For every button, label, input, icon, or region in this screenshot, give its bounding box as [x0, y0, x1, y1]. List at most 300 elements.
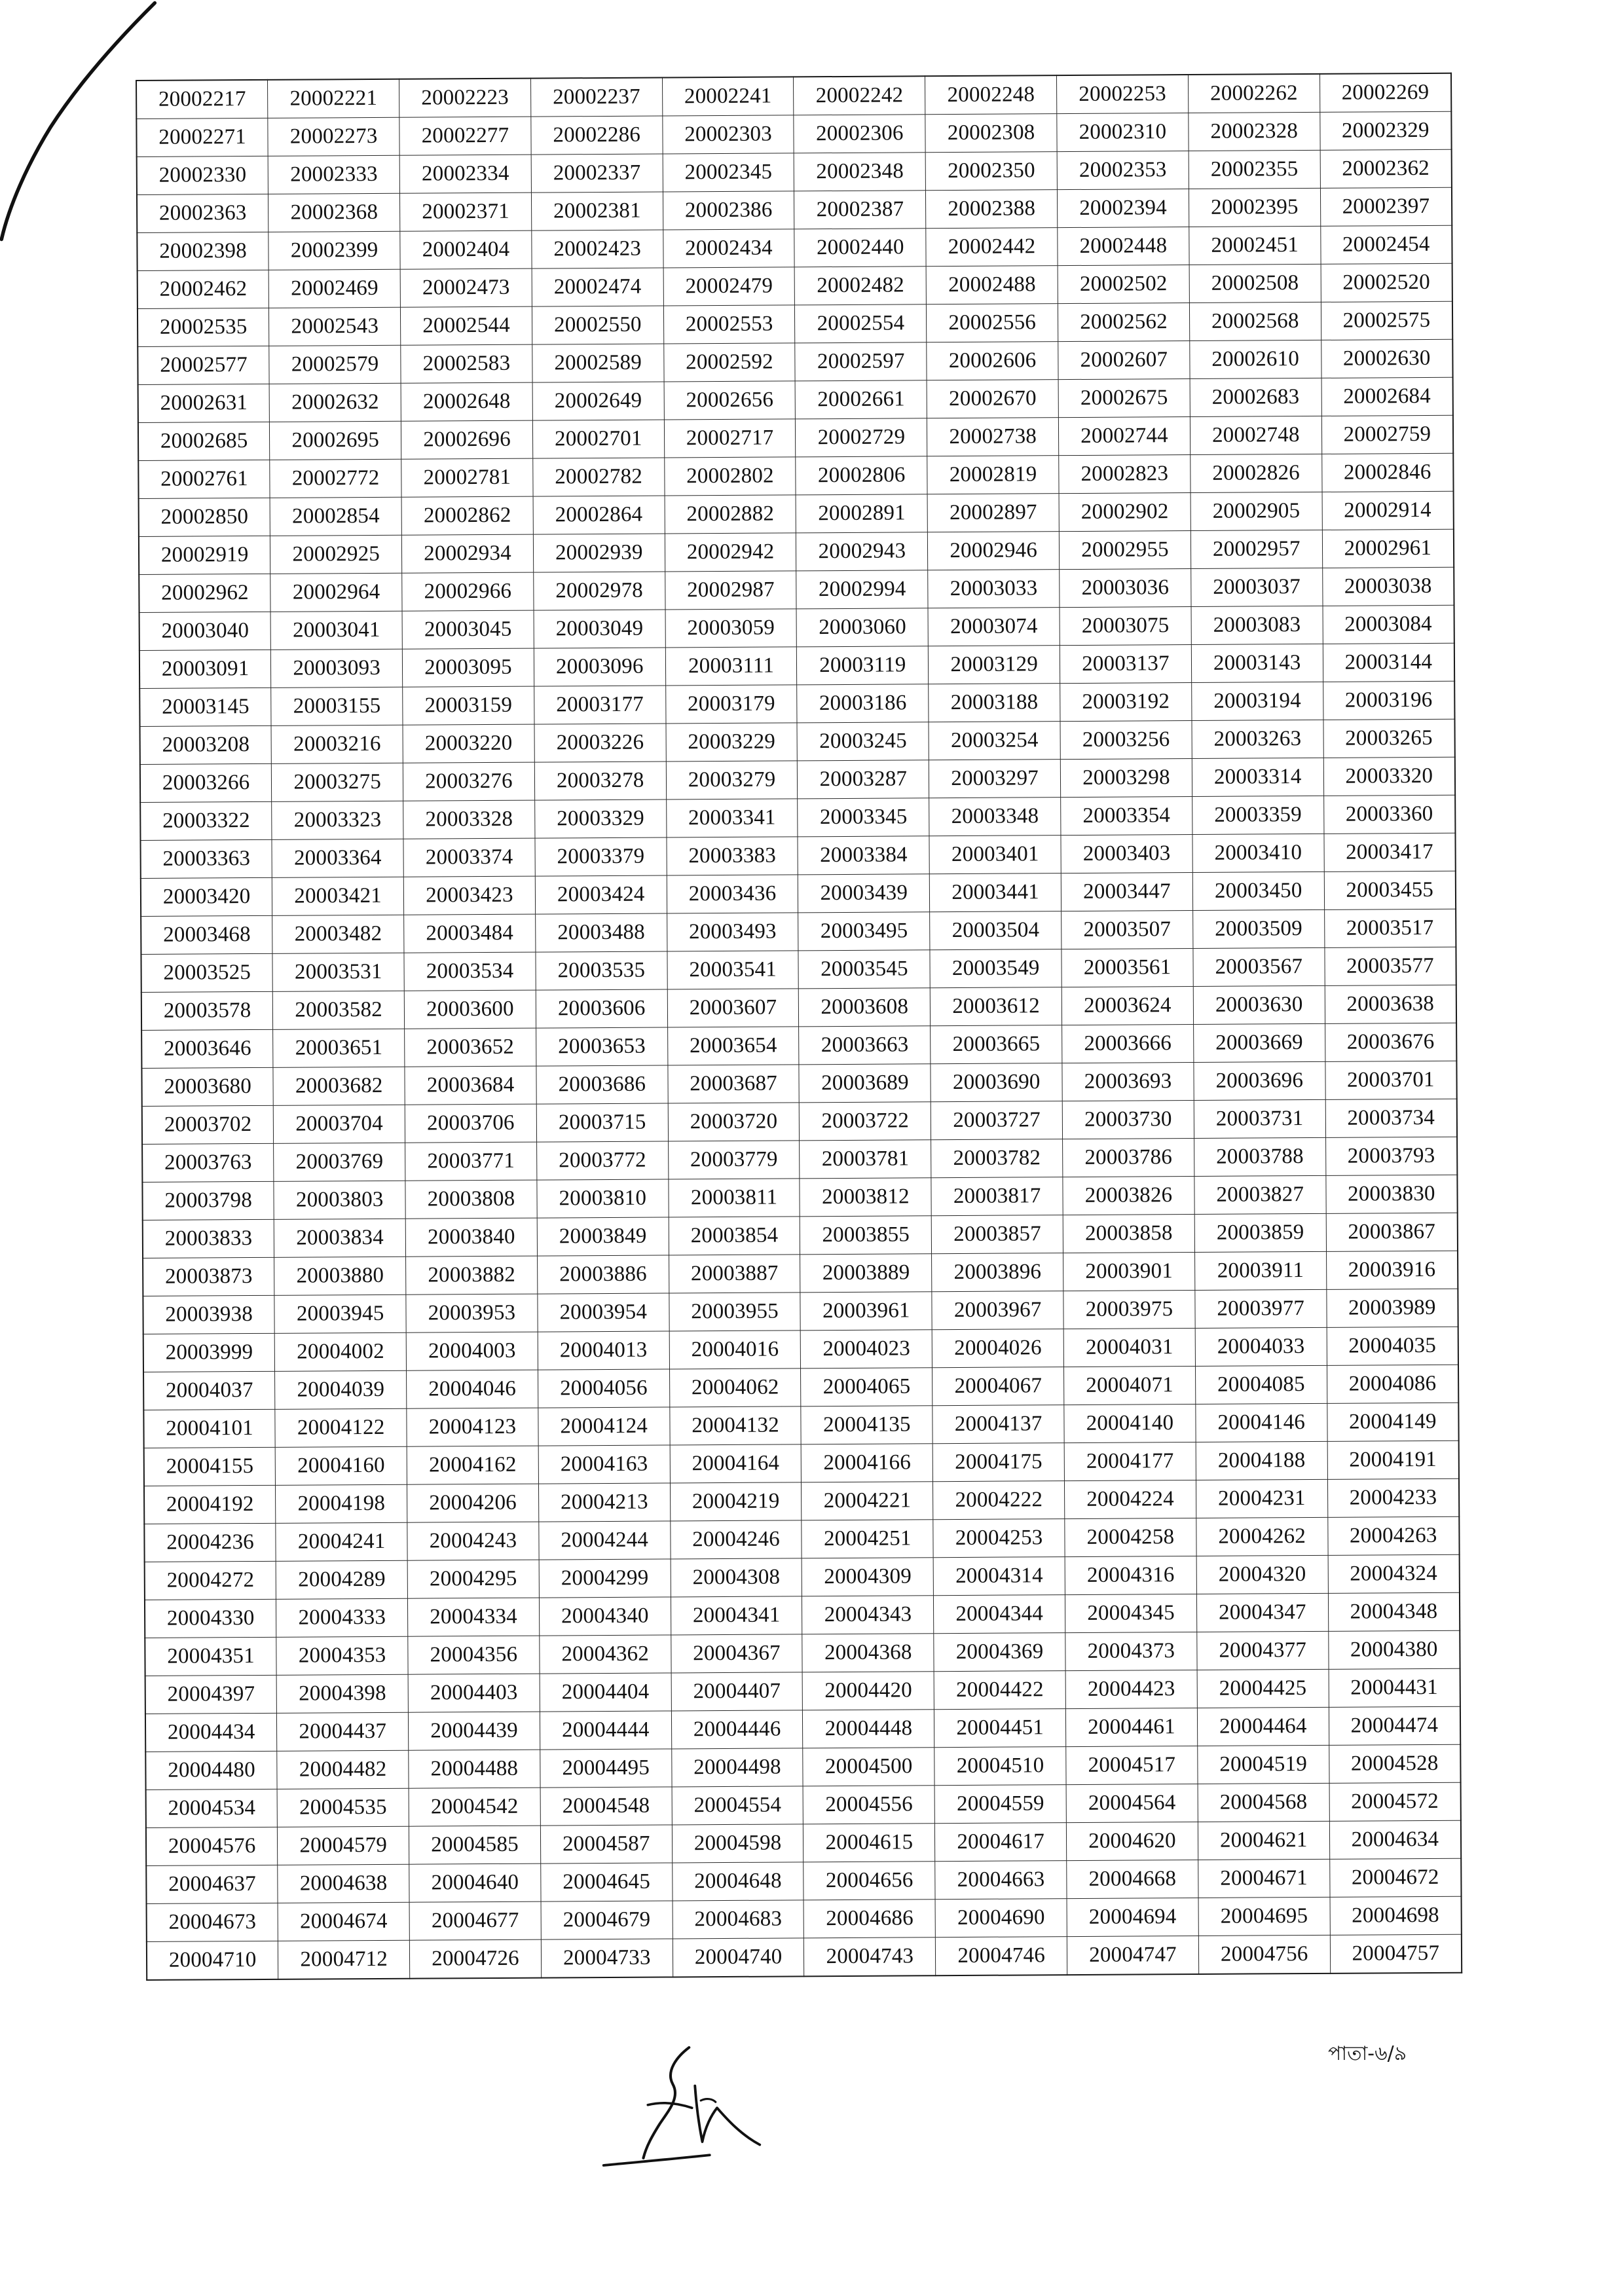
roll-number-cell: 20004213 — [538, 1483, 670, 1522]
roll-number-cell: 20004422 — [934, 1671, 1065, 1710]
roll-number-cell: 20003059 — [665, 609, 797, 648]
roll-number-cell: 20002535 — [138, 308, 269, 346]
roll-number-cell: 20004677 — [409, 1901, 541, 1940]
roll-number-cell: 20004231 — [1196, 1479, 1327, 1518]
roll-number-cell: 20002451 — [1189, 226, 1321, 265]
roll-number-cell: 20004166 — [802, 1444, 933, 1482]
roll-number-cell: 20004263 — [1327, 1516, 1459, 1555]
roll-number-cell: 20004756 — [1198, 1935, 1330, 1974]
roll-number-cell: 20003220 — [403, 724, 534, 763]
roll-number-cell: 20002440 — [794, 229, 926, 267]
roll-number-cell: 20004155 — [144, 1447, 276, 1486]
roll-number-cell: 20004620 — [1066, 1822, 1198, 1860]
roll-number-cell: 20002345 — [663, 153, 794, 192]
roll-number-cell: 20003561 — [1061, 949, 1193, 987]
roll-number-cell: 20003420 — [141, 877, 272, 916]
roll-number-cell: 20003424 — [535, 875, 667, 914]
roll-number-cell: 20002388 — [926, 190, 1058, 229]
roll-number-cell: 20003938 — [143, 1295, 274, 1334]
roll-number-cell: 20003279 — [666, 761, 798, 799]
roll-number-cell: 20002761 — [138, 460, 270, 498]
roll-number-cell: 20003534 — [404, 952, 536, 991]
roll-number-cell: 20004448 — [803, 1710, 934, 1748]
roll-number-cell: 20004617 — [935, 1823, 1067, 1862]
roll-number-cell: 20004188 — [1196, 1441, 1327, 1480]
roll-number-cell: 20003254 — [929, 722, 1060, 760]
roll-number-cell: 20003507 — [1061, 911, 1193, 949]
roll-number-cell: 20004548 — [540, 1787, 672, 1826]
roll-number-cell: 20002946 — [928, 532, 1060, 570]
roll-number-cell: 20004420 — [803, 1672, 934, 1710]
roll-number-cell: 20002221 — [268, 79, 399, 119]
roll-number-cell: 20003577 — [1325, 947, 1456, 985]
roll-number-cell: 20004740 — [673, 1938, 804, 1977]
roll-number-cell: 20003859 — [1194, 1213, 1326, 1252]
roll-number-cell: 20004002 — [274, 1332, 406, 1371]
roll-number-cell: 20003041 — [270, 611, 402, 650]
roll-number-cell: 20002253 — [1057, 75, 1189, 114]
roll-number-cell: 20003186 — [797, 684, 929, 723]
roll-number-cell: 20002277 — [399, 117, 531, 155]
roll-number-cell: 20002846 — [1321, 453, 1453, 492]
roll-number-cell: 20002897 — [927, 494, 1059, 532]
roll-number-cell: 20004251 — [802, 1520, 933, 1558]
roll-number-cell: 20003793 — [1325, 1137, 1457, 1175]
roll-number-cell: 20003612 — [931, 987, 1062, 1026]
roll-number-cell: 20004348 — [1328, 1592, 1460, 1631]
roll-number-cell: 20004340 — [539, 1597, 671, 1636]
roll-number-cell: 20004559 — [934, 1785, 1066, 1824]
roll-number-cell: 20003811 — [669, 1179, 800, 1217]
roll-number-cell: 20002955 — [1059, 531, 1190, 570]
roll-number-cell: 20002353 — [1057, 151, 1189, 190]
roll-number-cell: 20004576 — [146, 1827, 278, 1865]
roll-number-cell: 20003882 — [406, 1256, 538, 1294]
roll-number-cell: 20003896 — [932, 1253, 1063, 1292]
roll-number-cell: 20004246 — [670, 1520, 802, 1559]
roll-number-cell: 20004423 — [1065, 1670, 1197, 1708]
roll-number-cell: 20003686 — [536, 1065, 668, 1104]
roll-number-cell: 20004451 — [934, 1709, 1066, 1748]
roll-number-table-container — [136, 73, 1462, 1981]
roll-number-cell: 20002223 — [399, 79, 531, 118]
roll-number-cell: 20003977 — [1195, 1289, 1327, 1328]
roll-number-cell: 20003341 — [666, 799, 798, 837]
roll-number-cell: 20004534 — [146, 1789, 278, 1827]
roll-number-cell: 20003781 — [800, 1140, 931, 1179]
roll-number-cell: 20002368 — [268, 193, 400, 232]
roll-number-cell: 20002469 — [268, 269, 400, 308]
roll-number-cell: 20003911 — [1194, 1251, 1326, 1290]
roll-number-cell: 20002217 — [136, 80, 268, 119]
roll-number-cell: 20003545 — [798, 950, 930, 989]
roll-number-cell: 20002387 — [794, 191, 926, 229]
roll-number-cell: 20003834 — [274, 1219, 406, 1257]
signature-stroke — [604, 2155, 710, 2165]
roll-number-cell: 20002934 — [401, 534, 533, 573]
roll-number-cell: 20004062 — [669, 1368, 801, 1407]
roll-number-cell: 20004013 — [538, 1331, 669, 1370]
roll-number-cell: 20002717 — [664, 419, 796, 458]
roll-number-cell: 20004345 — [1065, 1594, 1197, 1632]
roll-number-cell: 20003447 — [1061, 873, 1192, 911]
table-row — [147, 1934, 1462, 1980]
roll-number-cell: 20003769 — [274, 1143, 405, 1181]
roll-number-cell: 20004407 — [671, 1672, 803, 1711]
roll-number-cell: 20002850 — [139, 498, 270, 536]
roll-number-cell: 20002882 — [665, 495, 796, 534]
roll-number-cell: 20003074 — [928, 608, 1060, 646]
roll-number-cell: 20002271 — [136, 118, 268, 156]
roll-number-cell: 20003858 — [1063, 1214, 1194, 1253]
roll-number-cell: 20002371 — [400, 193, 532, 231]
roll-number-cell: 20004221 — [802, 1482, 933, 1520]
roll-number-cell: 20002819 — [927, 456, 1059, 494]
roll-number-cell: 20004674 — [278, 1902, 409, 1941]
roll-number-cell: 20003689 — [799, 1064, 931, 1103]
roll-number-cell: 20003216 — [271, 725, 403, 763]
roll-number-cell: 20004461 — [1065, 1708, 1197, 1746]
roll-number-cell: 20003887 — [669, 1255, 800, 1293]
roll-number-cell: 20003955 — [669, 1293, 801, 1331]
roll-number-cell: 20003873 — [143, 1257, 274, 1296]
roll-number-cell: 20003276 — [403, 762, 534, 801]
roll-number-cell: 20003179 — [665, 685, 797, 724]
roll-number-cell: 20004431 — [1329, 1668, 1460, 1707]
roll-number-cell: 20002362 — [1320, 149, 1452, 188]
roll-number-cell: 20004140 — [1064, 1404, 1196, 1442]
roll-number-cell: 20004320 — [1196, 1555, 1328, 1594]
roll-number-cell: 20002350 — [925, 152, 1057, 191]
roll-number-cell: 20003734 — [1325, 1099, 1457, 1137]
roll-number-cell: 20003535 — [536, 951, 667, 990]
roll-number-cell: 20004656 — [803, 1862, 935, 1900]
roll-number-cell: 20004146 — [1196, 1403, 1327, 1442]
roll-number-cell: 20003143 — [1191, 644, 1323, 682]
roll-number-cell: 20002273 — [268, 117, 399, 156]
roll-number-cell: 20002423 — [532, 230, 663, 268]
roll-number-cell: 20003886 — [537, 1255, 669, 1294]
roll-number-cell: 20002919 — [139, 536, 270, 574]
roll-number-cell: 20002462 — [138, 270, 269, 308]
roll-number-cell: 20002701 — [532, 420, 664, 458]
roll-number-cell: 20003450 — [1192, 872, 1324, 910]
roll-number-cell: 20004672 — [1329, 1858, 1461, 1897]
roll-number-cell: 20004056 — [538, 1369, 669, 1408]
roll-number-cell: 20004206 — [407, 1484, 539, 1522]
signature-mark — [589, 2042, 786, 2189]
roll-number-cell: 20002329 — [1320, 111, 1451, 150]
roll-number-cell: 20004334 — [408, 1598, 540, 1636]
roll-number-cell: 20002241 — [662, 77, 794, 116]
roll-number-cell: 20003680 — [141, 1067, 273, 1106]
roll-number-cell: 20004377 — [1197, 1631, 1329, 1670]
roll-number-cell: 20003961 — [800, 1292, 932, 1331]
roll-number-cell: 20004648 — [672, 1862, 803, 1901]
roll-number-cell: 20004668 — [1067, 1860, 1198, 1898]
roll-number-cell: 20003720 — [668, 1103, 800, 1141]
roll-number-cell: 20003782 — [931, 1139, 1063, 1178]
roll-number-cell: 20004510 — [934, 1747, 1066, 1786]
roll-number-cell: 20002589 — [532, 344, 664, 382]
roll-number-cell: 20003256 — [1060, 721, 1192, 760]
roll-number-cell: 20004517 — [1066, 1746, 1198, 1784]
roll-number-cell: 20003083 — [1191, 606, 1323, 644]
roll-number-cell: 20003541 — [667, 951, 799, 989]
roll-number-cell: 20002744 — [1058, 417, 1190, 456]
roll-number-cell: 20002397 — [1320, 187, 1452, 226]
roll-number-cell: 20003722 — [800, 1102, 931, 1141]
roll-number-cell: 20004673 — [147, 1903, 278, 1941]
roll-number-cell: 20004464 — [1197, 1707, 1329, 1746]
roll-number-cell: 20003383 — [667, 837, 798, 875]
roll-number-cell: 20004367 — [671, 1634, 802, 1673]
roll-number-cell: 20002759 — [1321, 415, 1453, 454]
roll-number-cell: 20003967 — [932, 1291, 1063, 1330]
roll-number-cell: 20004123 — [407, 1408, 538, 1446]
roll-number-cell: 20002348 — [794, 153, 926, 191]
roll-number-cell: 20003359 — [1192, 796, 1324, 834]
roll-number-cell: 20004137 — [932, 1405, 1064, 1444]
roll-number-cell: 20002854 — [270, 497, 401, 536]
roll-number-cell: 20004160 — [275, 1446, 407, 1485]
roll-number-cell: 20003096 — [534, 648, 665, 686]
roll-number-cell: 20003582 — [273, 991, 405, 1029]
roll-number-cell: 20002482 — [795, 266, 927, 305]
roll-number-cell: 20003999 — [143, 1333, 275, 1372]
roll-number-cell: 20002394 — [1058, 189, 1189, 228]
roll-number-cell: 20003297 — [929, 760, 1061, 798]
roll-number-table-body — [136, 73, 1462, 1980]
roll-number-cell: 20002630 — [1321, 339, 1452, 378]
roll-number-cell: 20002802 — [664, 457, 796, 496]
roll-number-cell: 20004175 — [932, 1443, 1064, 1482]
roll-number-cell: 20003159 — [403, 686, 534, 725]
roll-number-cell: 20004308 — [671, 1558, 802, 1597]
roll-number-cell: 20004446 — [671, 1710, 803, 1749]
roll-number-cell: 20003354 — [1061, 797, 1192, 835]
roll-number-cell: 20002488 — [926, 266, 1058, 304]
roll-number-cell: 20003830 — [1326, 1175, 1458, 1213]
roll-number-cell: 20004135 — [801, 1406, 932, 1444]
roll-number-cell: 20003322 — [140, 801, 272, 840]
roll-number-cell: 20003384 — [798, 836, 929, 875]
roll-number-cell: 20004309 — [802, 1558, 934, 1596]
roll-number-cell: 20004373 — [1065, 1632, 1197, 1670]
roll-number-cell: 20003854 — [669, 1217, 800, 1255]
roll-number-cell: 20002914 — [1322, 491, 1454, 530]
roll-number-cell: 20004425 — [1197, 1669, 1329, 1708]
roll-number-cell: 20002386 — [663, 191, 794, 230]
roll-number-cell: 20002987 — [665, 571, 796, 610]
roll-number-cell: 20003669 — [1193, 1023, 1325, 1062]
roll-number-cell: 20004474 — [1329, 1706, 1460, 1745]
roll-number-cell: 20003826 — [1063, 1176, 1194, 1215]
roll-number-cell: 20003763 — [142, 1143, 274, 1182]
roll-number-cell: 20002398 — [137, 232, 268, 270]
roll-number-cell: 20002434 — [663, 229, 794, 268]
roll-number-cell: 20003727 — [931, 1101, 1063, 1140]
roll-number-cell: 20004071 — [1064, 1366, 1196, 1405]
roll-number-cell: 20003954 — [538, 1293, 669, 1332]
roll-number-cell: 20004746 — [936, 1937, 1067, 1976]
roll-number-cell: 20003060 — [797, 608, 929, 647]
roll-number-cell: 20004743 — [804, 1937, 936, 1977]
roll-number-cell: 20004191 — [1327, 1441, 1459, 1479]
roll-number-cell: 20004621 — [1198, 1821, 1329, 1860]
roll-number-cell: 20004640 — [409, 1864, 541, 1902]
roll-number-cell: 20003265 — [1323, 719, 1455, 758]
roll-number-cell: 20002823 — [1059, 455, 1190, 494]
roll-number-cell: 20002610 — [1190, 340, 1321, 378]
roll-number-cell: 20003772 — [536, 1141, 668, 1180]
roll-number-cell: 20003702 — [142, 1105, 274, 1144]
roll-number-cell: 20002649 — [532, 382, 664, 420]
roll-number-cell: 20003696 — [1194, 1061, 1325, 1100]
roll-number-cell: 20002303 — [663, 115, 794, 154]
roll-number-table — [136, 73, 1462, 1981]
roll-number-cell: 20003482 — [272, 915, 404, 953]
roll-number-cell: 20003229 — [666, 723, 798, 762]
roll-number-cell: 20004241 — [276, 1522, 407, 1561]
roll-number-cell: 20003263 — [1192, 720, 1323, 758]
roll-number-cell: 20002337 — [531, 154, 663, 193]
roll-number-cell: 20004289 — [276, 1560, 407, 1599]
roll-number-cell: 20003676 — [1325, 1023, 1456, 1061]
roll-number-cell: 20003771 — [405, 1142, 537, 1181]
roll-number-cell: 20004351 — [145, 1637, 276, 1676]
roll-number-cell: 20003049 — [534, 610, 665, 648]
roll-number-cell: 20004695 — [1198, 1897, 1330, 1936]
roll-number-cell: 20003287 — [798, 760, 929, 799]
roll-number-cell: 20002448 — [1058, 227, 1189, 266]
roll-number-cell: 20004353 — [276, 1636, 408, 1675]
roll-number-cell: 20003817 — [931, 1177, 1063, 1216]
roll-number-cell: 20002242 — [794, 76, 925, 115]
roll-number-cell: 20002562 — [1058, 303, 1190, 342]
roll-number-cell: 20003323 — [272, 801, 403, 839]
roll-number-cell: 20003953 — [406, 1294, 538, 1332]
roll-number-cell: 20004564 — [1066, 1784, 1198, 1822]
roll-number-cell: 20003840 — [405, 1218, 537, 1257]
roll-number-cell: 20004495 — [540, 1749, 672, 1788]
roll-number-cell: 20002781 — [401, 458, 533, 497]
roll-number-cell: 20002656 — [664, 381, 796, 420]
roll-number-cell: 20004710 — [147, 1941, 278, 1980]
roll-number-cell: 20002632 — [269, 383, 401, 422]
roll-number-cell: 20003374 — [403, 838, 535, 877]
roll-number-cell: 20002310 — [1057, 113, 1189, 152]
roll-number-cell: 20003328 — [403, 800, 535, 839]
roll-number-cell: 20004556 — [803, 1786, 935, 1824]
roll-number-cell: 20004324 — [1328, 1554, 1460, 1593]
roll-number-cell: 20004299 — [539, 1559, 671, 1598]
roll-number-cell: 20002782 — [533, 458, 665, 496]
roll-number-cell: 20002308 — [925, 114, 1057, 153]
roll-number-cell: 20004065 — [801, 1368, 932, 1406]
roll-number-cell: 20003441 — [930, 873, 1061, 912]
roll-number-cell: 20004712 — [278, 1940, 410, 1979]
roll-number-cell: 20003155 — [271, 687, 403, 725]
roll-number-cell: 20003945 — [274, 1294, 406, 1333]
roll-number-cell: 20003798 — [142, 1181, 274, 1220]
roll-number-cell: 20003653 — [536, 1027, 667, 1066]
roll-number-cell: 20002942 — [665, 533, 796, 572]
roll-number-cell: 20003889 — [800, 1254, 932, 1293]
roll-number-cell: 20002902 — [1059, 493, 1190, 532]
roll-number-cell: 20004037 — [143, 1371, 275, 1410]
roll-number-cell: 20004085 — [1195, 1365, 1327, 1404]
roll-number-cell: 20004572 — [1329, 1782, 1461, 1821]
roll-number-cell: 20003525 — [141, 953, 272, 992]
pen-stroke-path — [1, 3, 155, 240]
roll-number-cell: 20003687 — [668, 1065, 800, 1103]
roll-number-cell: 20003517 — [1324, 909, 1456, 947]
roll-number-cell: 20003111 — [665, 647, 797, 686]
roll-number-cell: 20004403 — [408, 1674, 540, 1712]
roll-number-cell: 20004587 — [540, 1825, 672, 1864]
roll-number-cell: 20003730 — [1062, 1100, 1194, 1139]
roll-number-cell: 20004698 — [1330, 1896, 1462, 1935]
roll-number-cell: 20004482 — [277, 1750, 409, 1789]
roll-number-cell: 20002395 — [1189, 188, 1320, 227]
roll-number-cell: 20003682 — [273, 1067, 405, 1105]
roll-number-cell: 20002670 — [927, 380, 1058, 418]
roll-number-cell: 20004316 — [1065, 1556, 1196, 1594]
roll-number-cell: 20003731 — [1194, 1099, 1325, 1138]
roll-number-cell: 20003803 — [274, 1181, 405, 1219]
roll-number-cell: 20004634 — [1329, 1820, 1461, 1859]
roll-number-cell: 20003651 — [273, 1029, 405, 1067]
roll-number-cell: 20002943 — [796, 532, 928, 571]
roll-number-cell: 20002473 — [400, 268, 532, 307]
roll-number-cell: 20002864 — [533, 496, 665, 534]
roll-number-cell: 20003436 — [667, 875, 798, 913]
roll-number-cell: 20003144 — [1323, 643, 1454, 682]
roll-number-cell: 20002684 — [1321, 377, 1453, 416]
roll-number-cell: 20003578 — [141, 991, 273, 1030]
roll-number-cell: 20004132 — [670, 1406, 802, 1445]
roll-number-cell: 20003417 — [1324, 833, 1456, 872]
roll-number-cell: 20003314 — [1192, 758, 1323, 796]
roll-number-cell: 20004535 — [277, 1788, 409, 1827]
roll-number-cell: 20003509 — [1192, 909, 1324, 948]
roll-number-cell: 20003194 — [1192, 682, 1323, 720]
roll-number-cell: 20003177 — [534, 686, 666, 724]
roll-number-cell: 20003401 — [929, 835, 1061, 874]
roll-number-cell: 20003975 — [1063, 1290, 1195, 1329]
roll-number-cell: 20004039 — [275, 1370, 407, 1409]
roll-number-cell: 20004003 — [406, 1332, 538, 1370]
roll-number-cell: 20004398 — [276, 1674, 408, 1713]
roll-number-cell: 20003036 — [1060, 569, 1191, 608]
roll-number-cell: 20004035 — [1327, 1327, 1458, 1365]
roll-number-cell: 20002685 — [138, 422, 270, 460]
roll-number-cell: 20004733 — [541, 1939, 673, 1978]
roll-number-cell: 20004224 — [1065, 1480, 1196, 1518]
roll-number-cell: 20004362 — [540, 1635, 671, 1674]
roll-number-cell: 20002544 — [401, 306, 532, 345]
roll-number-cell: 20004177 — [1064, 1442, 1196, 1480]
roll-number-cell: 20003410 — [1192, 834, 1324, 872]
roll-number-cell: 20004341 — [671, 1596, 802, 1635]
roll-number-cell: 20004444 — [540, 1711, 671, 1750]
roll-number-cell: 20003275 — [272, 763, 403, 801]
roll-number-cell: 20003360 — [1323, 795, 1455, 834]
roll-number-cell: 20002333 — [268, 155, 399, 194]
roll-number-cell: 20004272 — [145, 1561, 276, 1600]
roll-number-cell: 20004439 — [409, 1712, 540, 1750]
